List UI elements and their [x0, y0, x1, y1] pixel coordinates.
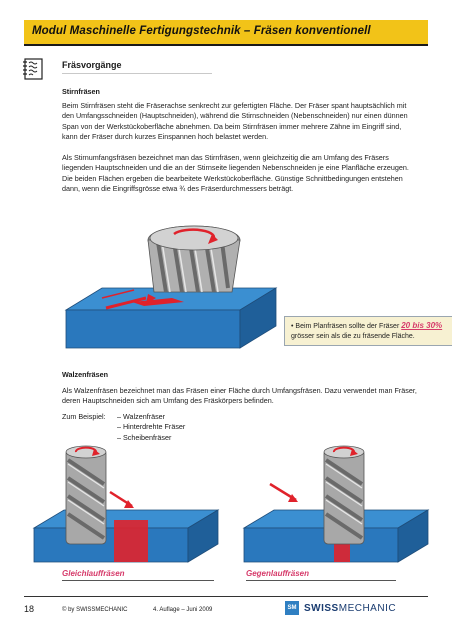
note-highlight: 20 bis 30%	[401, 321, 443, 330]
header-bar	[24, 20, 428, 46]
list-item: – Hinterdrehte Fräser	[117, 422, 186, 432]
section-divider	[62, 73, 212, 74]
logo-text-bold: SWISS	[304, 603, 339, 614]
subheading-walzenfraesen: Walzenfräsen	[62, 370, 109, 379]
list-item: – Scheibenfräser	[117, 432, 172, 442]
note-text-prefix: • Beim Planfräsen sollte der Fräser	[291, 323, 400, 330]
footer-edition: 4. Auflage – Juni 2009	[153, 607, 213, 613]
logo-mark: SM	[285, 601, 299, 615]
note-text-suffix: grösser sein als die zu fräsende Fläche.	[291, 332, 415, 340]
caption-rule-left	[62, 580, 214, 581]
climb-milling-illustration	[24, 444, 224, 564]
example-list	[117, 412, 185, 443]
subheading-stirnfraesen: Stirnfräsen	[62, 87, 100, 96]
example-label: Zum Beispiel:	[62, 412, 106, 421]
caption-gleichlauffraesen: Gleichlauffräsen	[62, 569, 125, 578]
caption-gegenlauffraesen: Gegenlauffräsen	[246, 569, 309, 578]
caption-rule-right	[246, 580, 396, 581]
page-number: 18	[24, 604, 35, 614]
conventional-milling-illustration	[234, 444, 434, 564]
notebook-icon	[22, 57, 44, 81]
note-box	[284, 316, 452, 346]
face-milling-illustration	[62, 210, 282, 360]
logo-text	[304, 603, 396, 614]
footer-copyright: © by SWISSMECHANIC	[62, 607, 128, 613]
logo-text-rest: MECHANIC	[338, 603, 397, 614]
section-title: Fräsvorgänge	[62, 60, 122, 70]
paragraph-walzenfraesen: Als Walzenfräsen bezeichnet man das Fräsen einer Fläche durch Umfangsfräsen. Dazu verwendet man Fräser, deren Hauptschneiden sich am Umfang des Fräskörpers befinden.	[62, 386, 417, 406]
list-item: – Walzenfräser	[117, 412, 166, 421]
paragraph-stirnfraesen-2: Als Stirnumfangsfräsen bezeichnet man das Stirnfräsen, wenn gleichzeitig die am Umfang des Fräsers liegenden Hauptschneiden und die an der Stirnseite liegenden Nebenschneiden je eine Planfläche erzeugen. Die beiden Flächen ergeben die bearbeitete Werkstückoberfläche. Günstige Schnittbedingungen entstehen dann, wenn die Eingriffsgrösse etwa ¾ des Fräserdurchmessers beträgt.	[62, 153, 409, 194]
page-header-title: Modul Maschinelle Fertigungstechnik – Fräsen konventionell	[32, 25, 371, 37]
paragraph-stirnfraesen-1: Beim Stirnfräsen steht die Fräserachse senkrecht zur gefertigten Fläche. Der Fräser spant hauptsächlich mit den Umfangsschneiden (Hauptschneiden), während die Stirnschneiden (Nebenschneiden) nur einen dünnen Span von der Werkstückoberfläche abnehmen. Da beim Stirnfräsen immer mehrere Zähne im Eingriff sind, kann der Fräser durch kurzes Einspannen hoch belastet werden.	[62, 101, 408, 142]
footer-divider	[24, 596, 428, 597]
